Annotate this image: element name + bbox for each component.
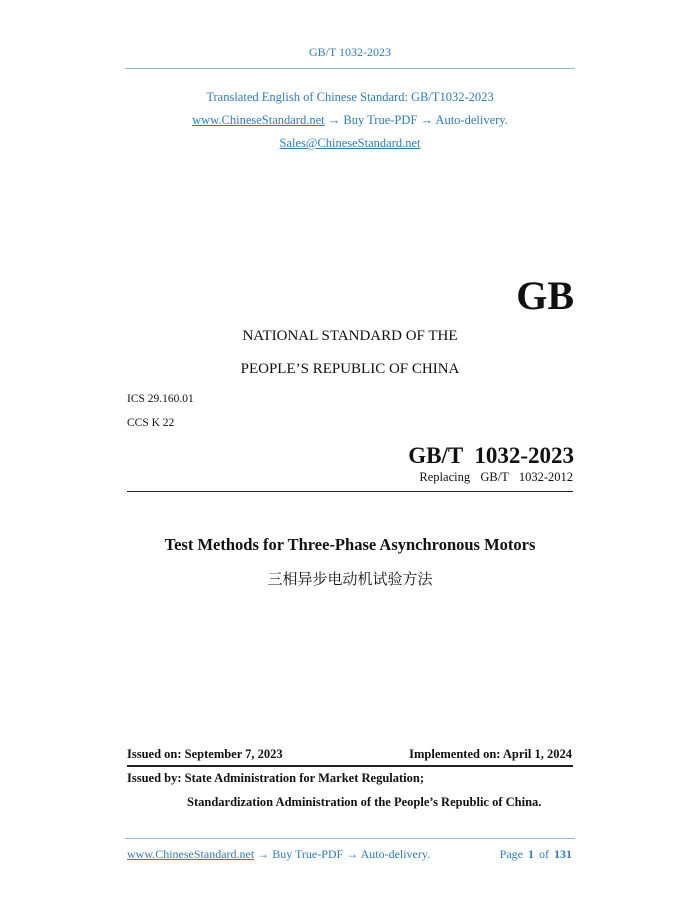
promo-site-link[interactable]: www.ChineseStandard.net: [192, 113, 325, 127]
replacing-note: Replacing GB/T 1032-2012: [419, 470, 573, 484]
footer-divider: [125, 838, 575, 839]
ics-code: ICS 29.160.01: [127, 393, 194, 405]
issued-by-line-1: Issued by: State Administration for Market Regulation;: [127, 771, 424, 785]
ccs-code: CCS K 22: [127, 417, 175, 429]
dates-divider: [127, 765, 573, 767]
promo-line-1: Translated English of Chinese Standard: GB/T1032-2023: [206, 90, 494, 104]
national-standard-line-2: PEOPLE’S REPUBLIC OF CHINA: [240, 361, 460, 377]
gb-mark: GB: [516, 273, 574, 318]
code-divider: [127, 491, 573, 492]
national-standard-line-1: NATIONAL STANDARD OF THE: [242, 328, 458, 344]
implemented-on: Implemented on: April 1, 2024: [409, 747, 572, 761]
promo-line-3: [0, 136, 700, 151]
page-label: Page: [499, 847, 523, 861]
footer-promo-rest: → Buy True-PDF → Auto-delivery.: [254, 847, 431, 861]
page-total: 131: [554, 847, 572, 861]
page-number: 1: [528, 847, 534, 861]
title-english: Test Methods for Three-Phase Asynchronous Motors: [164, 535, 536, 554]
of-label: of: [539, 847, 549, 861]
page-indicator: [500, 847, 572, 862]
title-chinese: 三相异步电动机试验方法: [267, 570, 433, 588]
footer-site-link[interactable]: www.ChineseStandard.net: [127, 847, 255, 861]
promo-line-2-rest: → Buy True-PDF → Auto-delivery.: [324, 113, 508, 127]
promo-email-link[interactable]: Sales@ChineseStandard.net: [279, 136, 421, 150]
issued-on: Issued on: September 7, 2023: [127, 747, 283, 761]
footer-promo: [127, 847, 430, 862]
promo-line-2: [0, 113, 700, 128]
header-divider: [125, 68, 575, 69]
issued-by-line-2: Standardization Administration of the People’s Republic of China.: [187, 795, 542, 809]
standard-code: GB/T 1032-2023: [408, 443, 574, 468]
running-header: GB/T 1032-2023: [308, 45, 392, 59]
